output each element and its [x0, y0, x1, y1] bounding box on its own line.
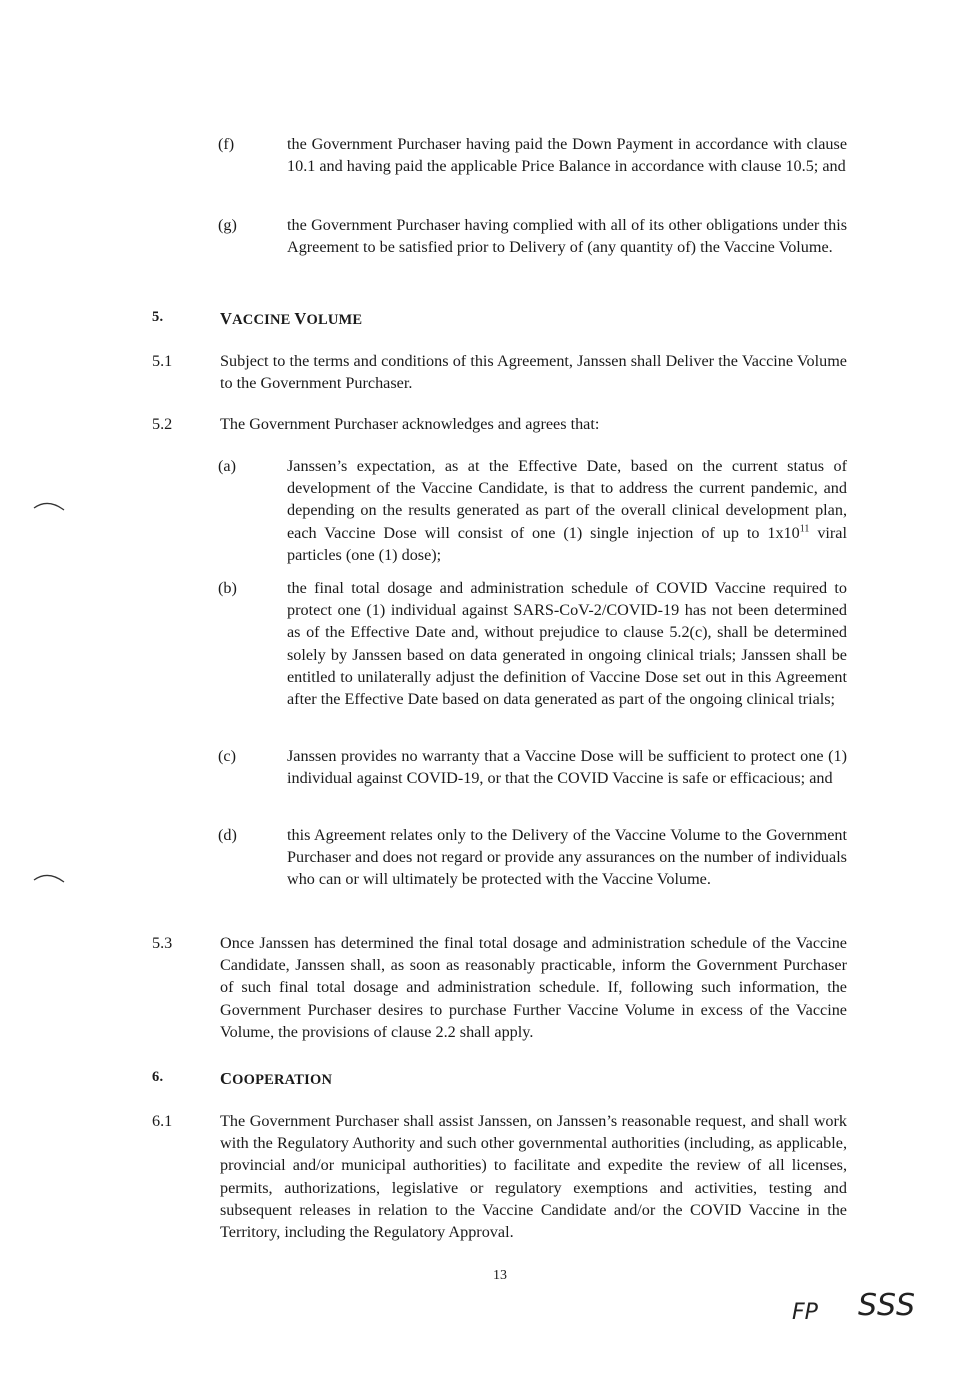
page-number: 13 — [493, 1268, 507, 1283]
initials-fp: FP — [792, 1300, 818, 1325]
exponent: 11 — [799, 523, 810, 535]
clause-5-2-number: 5.2 — [152, 415, 173, 433]
item-g-text: the Government Purchaser having complied with all of its other obligations under this Agreement to be satisfied prior to Delivery of (any quantity of) the Vaccine Volume. — [287, 216, 847, 257]
item-f-label: (f) — [218, 135, 235, 153]
item-c-text: Janssen provides no warranty that a Vaccine Dose will be sufficient to protect one (1) individual against COVID-19, or that the COVID Vaccine is safe or efficacious; and — [287, 747, 847, 788]
item-b-text: the final total dosage and administration schedule of COVID Vaccine required to protect one (1) individual against SARS-CoV-2/COVID-19 has not been determined as of the Effective Date and, without prejudice to clause 5.2(c), shall be determined solely by Janssen based on data generated in ongoing clinical trials; Janssen shall be entitled to unilaterally adjust the definition of Vaccine Dose set out in this Agreement after the Effective Date based on data generated as part of the ongoing clinical trials; — [287, 579, 847, 709]
clause-5-3-text: Once Janssen has determined the final total dosage and administration schedule of the Vaccine Candidate, Janssen shall, as soon as reasonably practicable, inform the Government Purchaser of such final total dosage and administration schedule. If, following such information, the Government Purchaser desires to purchase Further Vaccine Volume in excess of the Vaccine Volume, the provisions of clause 2.2 shall apply. — [220, 934, 847, 1041]
item-a-text: Janssen’s expectation, as at the Effective Date, based on the current status of development of the Vaccine Candidate, is that to address the current pandemic, and depending on the results generated as part of the overall clinical development plan, each Vaccine Dose will consist of one (1) single injection of up to $1x10^{11}$ viral particles (one (1) dose); — [287, 457, 847, 564]
item-f-text: the Government Purchaser having paid the Down Payment in accordance with clause 10.1 and having paid the applicable Price Balance in accordance with clause 10.5; and — [287, 135, 847, 176]
item-d-text: this Agreement relates only to the Delivery of the Vaccine Volume to the Government Purchaser and does not regard or provide any assurances on the number of individuals who can or will ultimately be protected with the Vaccine Volume. — [287, 826, 847, 889]
section-5-title: VACCINE VOLUME — [220, 309, 363, 328]
clause-6-1-text: The Government Purchaser shall assist Janssen, on Janssen’s reasonable request, and shall work with the Regulatory Authority and such other governmental authorities (including, as applicable, provincial and/or municipal authorities) to facilitate and expedite the review of all licenses, permits, authorizations, legislative or regulatory exemptions and activities, testing and subsequent releases in relation to the Vaccine Candidate and/or the COVID Vaccine in the Territory, including the Regulatory Approval. — [220, 1112, 847, 1242]
clause-5-2-text: The Government Purchaser acknowledges and agrees that: — [220, 415, 600, 433]
item-b-label: (b) — [218, 579, 237, 597]
punch-mark-icon — [32, 496, 68, 516]
section-5-number: 5. — [152, 309, 164, 325]
section-6-number: 6. — [152, 1069, 164, 1085]
section-6-title: COOPERATION — [220, 1069, 333, 1088]
clause-5-1-text: Subject to the terms and conditions of this Agreement, Janssen shall Deliver the Vaccine Volume to the Government Purchaser. — [220, 352, 847, 393]
clause-5-3-number: 5.3 — [152, 934, 173, 952]
punch-mark-icon — [32, 868, 68, 888]
item-d-label: (d) — [218, 826, 237, 844]
clause-6-1-number: 6.1 — [152, 1112, 173, 1130]
clause-5-1-number: 5.1 — [152, 352, 173, 370]
item-g-label: (g) — [218, 216, 237, 234]
initials-sss: SSS — [858, 1288, 916, 1323]
item-c-label: (c) — [218, 747, 236, 765]
item-a-label: (a) — [218, 457, 236, 475]
